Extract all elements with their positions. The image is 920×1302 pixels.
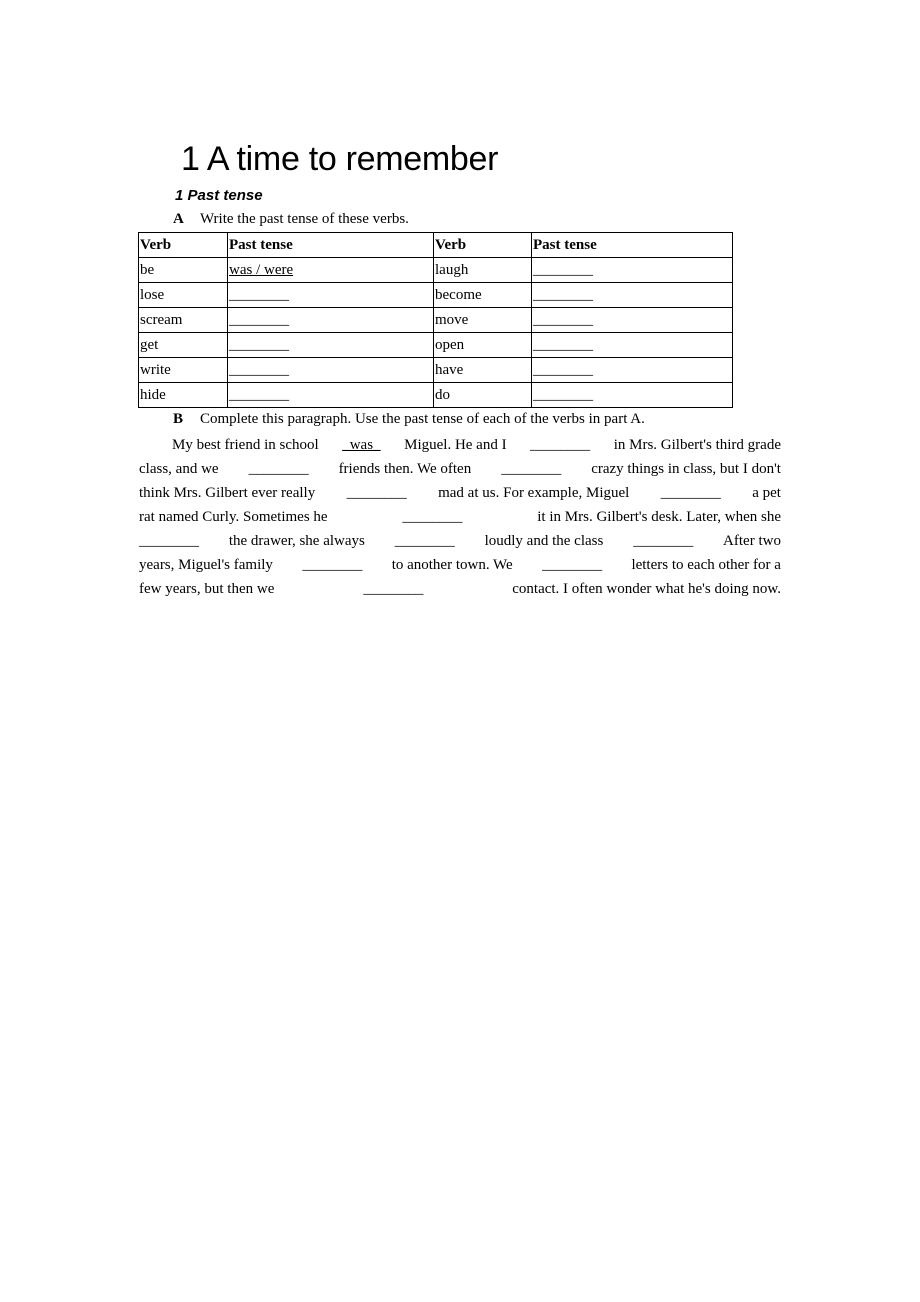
verb-cell: be	[139, 258, 228, 283]
text-segment: After two	[723, 533, 781, 549]
header-verb: Verb	[139, 233, 228, 258]
text-segment: in Mrs. Gilbert's third grade	[613, 437, 781, 453]
text-segment: to another town. We	[391, 557, 513, 573]
table-row	[139, 283, 733, 308]
answer-blank[interactable]: ________	[660, 485, 721, 501]
table-row	[139, 308, 733, 333]
text-segment: the drawer, she always	[228, 533, 365, 549]
answer-cell[interactable]: was / were	[228, 258, 434, 283]
answer-blank[interactable]: ________	[139, 533, 199, 549]
verb-cell: have	[434, 358, 532, 383]
paragraph	[139, 433, 781, 601]
answer-blank[interactable]: ________	[530, 437, 591, 453]
text-segment: contact. I often wonder what he's doing now.	[512, 581, 781, 597]
paragraph-line	[139, 505, 781, 529]
answer-cell[interactable]: ________	[532, 383, 733, 408]
section-heading: 1 Past tense	[175, 187, 263, 204]
table-row	[139, 258, 733, 283]
part-a-instruction-text: Write the past tense of these verbs.	[200, 211, 409, 227]
text-segment: rat named Curly. Sometimes he	[139, 509, 328, 525]
paragraph-line	[139, 529, 781, 553]
table-header-row	[139, 233, 733, 258]
verb-cell: do	[434, 383, 532, 408]
part-a-letter: A	[173, 211, 184, 227]
answer-cell[interactable]: ________	[532, 333, 733, 358]
verb-cell: become	[434, 283, 532, 308]
verb-cell: get	[139, 333, 228, 358]
text-segment: letters to each other for a	[631, 557, 781, 573]
page-title: 1 A time to remember	[181, 140, 499, 178]
answer-blank[interactable]: ________	[394, 533, 455, 549]
verb-cell: scream	[139, 308, 228, 333]
answer-cell[interactable]: ________	[228, 283, 434, 308]
verb-cell: open	[434, 333, 532, 358]
table-row	[139, 383, 733, 408]
text-segment: think Mrs. Gilbert ever really	[139, 485, 316, 501]
paragraph-line	[139, 481, 781, 505]
text-segment: few years, but then we	[139, 581, 275, 597]
part-a-instruction	[173, 211, 409, 228]
paragraph-line	[139, 553, 781, 577]
part-b-instruction-text: Complete this paragraph. Use the past tense of each of the verbs in part A.	[200, 411, 645, 427]
paragraph-line	[139, 577, 781, 601]
answer-cell[interactable]: ________	[532, 358, 733, 383]
answer-cell[interactable]: ________	[532, 283, 733, 308]
text-segment: class, and we	[139, 461, 219, 477]
text-segment: loudly and the class	[484, 533, 604, 549]
text-segment: years, Miguel's family	[139, 557, 273, 573]
answer-cell[interactable]: ________	[228, 333, 434, 358]
table-row	[139, 333, 733, 358]
verb-table	[138, 232, 733, 408]
text-segment: mad at us. For example, Miguel	[438, 485, 630, 501]
answer-blank[interactable]: ________	[402, 509, 463, 525]
verb-cell: write	[139, 358, 228, 383]
answer-blank[interactable]: ________	[363, 581, 424, 597]
answer-cell[interactable]: ________	[532, 258, 733, 283]
answer-blank[interactable]: ________	[633, 533, 694, 549]
text-segment: crazy things in class, but I don't	[591, 461, 781, 477]
text-segment: My best friend in school	[172, 437, 319, 453]
text-segment: it in Mrs. Gilbert's desk. Later, when she	[537, 509, 781, 525]
verb-cell: lose	[139, 283, 228, 308]
text-segment: Miguel. He and I	[404, 437, 507, 453]
verb-cell: move	[434, 308, 532, 333]
header-past-tense: Past tense	[532, 233, 733, 258]
answer-cell[interactable]: ________	[228, 383, 434, 408]
part-b-instruction	[173, 411, 645, 428]
paragraph-line	[139, 457, 781, 481]
header-past-tense: Past tense	[228, 233, 434, 258]
answer-cell[interactable]: ________	[532, 308, 733, 333]
text-segment: a pet	[752, 485, 781, 501]
part-b-letter: B	[173, 411, 184, 427]
filled-blank[interactable]: _was_	[342, 437, 381, 453]
paragraph-line	[139, 433, 781, 457]
text-segment: friends then. We often	[338, 461, 472, 477]
verb-cell: hide	[139, 383, 228, 408]
answer-blank[interactable]: ________	[346, 485, 407, 501]
answer-blank[interactable]: ________	[302, 557, 363, 573]
answer-blank[interactable]: ________	[248, 461, 309, 477]
answer-cell[interactable]: ________	[228, 308, 434, 333]
verb-cell: laugh	[434, 258, 532, 283]
header-verb: Verb	[434, 233, 532, 258]
answer-cell[interactable]: ________	[228, 358, 434, 383]
answer-blank[interactable]: ________	[542, 557, 603, 573]
table-row	[139, 358, 733, 383]
answer-blank[interactable]: ________	[501, 461, 562, 477]
